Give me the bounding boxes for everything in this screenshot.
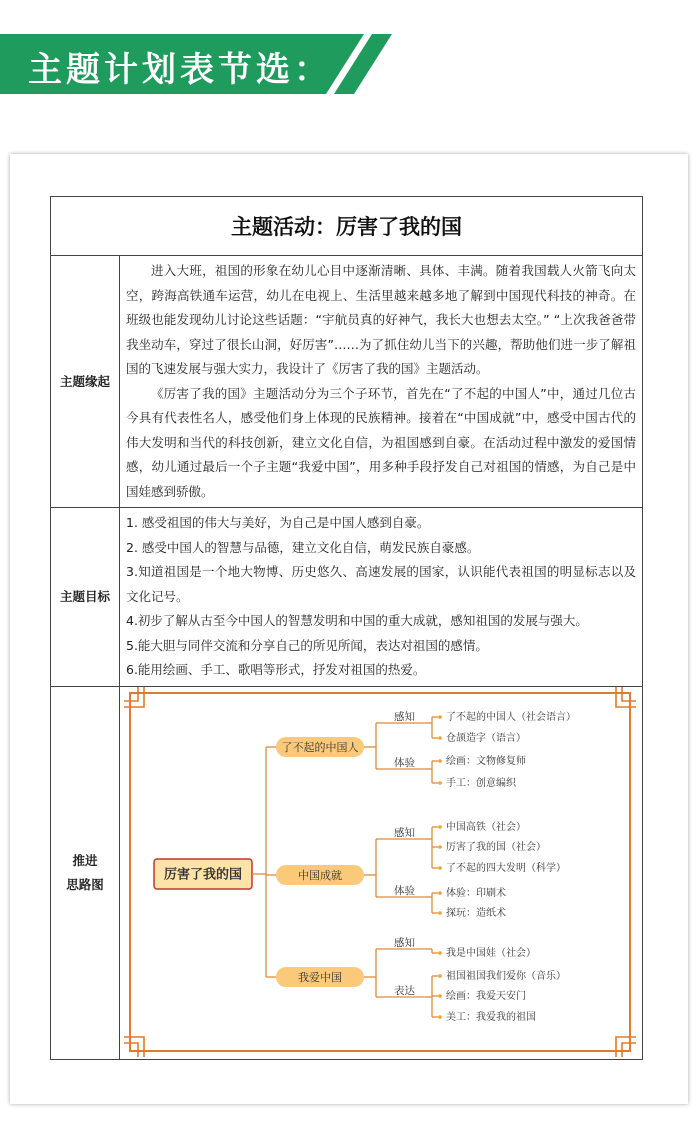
branch-node-label: 了不起的中国人	[281, 740, 359, 754]
origin-paragraph: 《厉害了我的国》主题活动分为三个子环节，首先在“了不起的中国人”中，通过几位古今具有代表性名人，感受他们身上体现的民族精神。接着在“中国成就”中，感受中国古代的伟大发明和当代的科技创新，建立文化自信，为祖国感到自豪。在活动过程中激发的爱国情感，幼儿通过最后一个子主题“我爱中国”，用多种手段抒发自己对祖国的情感，为自己是中国娃感到骄傲。	[126, 385, 636, 499]
leaf-label: 中国高铁（社会）	[446, 821, 526, 833]
leaf-label: 厉害了我的国（社会）	[446, 841, 546, 853]
origin-content	[120, 256, 643, 508]
mindmap-cell	[120, 686, 643, 1059]
goals-content	[120, 508, 643, 687]
leaf-label: 了不起的四大发明（科学）	[446, 862, 566, 874]
leaf-label: 我是中国娃（社会）	[446, 947, 536, 959]
plan-sheet	[10, 154, 688, 1104]
goals-label: 主题目标	[51, 508, 120, 687]
mindmap-label-line: 推进	[72, 852, 98, 868]
goal-item: 5.能大胆与同伴交流和分享自己的所见所闻，表达对祖国的感情。	[126, 637, 488, 653]
banner-title: 主题计划表节选：	[28, 50, 332, 90]
branch-node-label: 中国成就	[298, 868, 342, 882]
leaf-label: 绘画：我爱天安门	[446, 990, 526, 1002]
section-banner	[0, 34, 400, 94]
leaf-label: 手工：创意编织	[446, 777, 516, 789]
mindmap-label-line: 思路图	[66, 876, 104, 892]
leaf-label: 探玩：造纸术	[446, 907, 506, 919]
leaf-label: 绘画：文物修复师	[446, 755, 526, 767]
leaf-bullet	[438, 736, 442, 740]
goal-item: 1. 感受祖国的伟大与美好，为自己是中国人感到自豪。	[126, 515, 430, 530]
leaf-bullet	[438, 951, 442, 955]
leaf-bullet	[438, 974, 442, 978]
origin-row	[51, 256, 643, 508]
mindmap-row	[51, 686, 643, 1059]
leaf-bullet	[438, 1015, 442, 1019]
leaf-label: 体验：印刷术	[446, 887, 506, 899]
leaf-bullet	[438, 891, 442, 895]
group-label: 表达	[394, 984, 415, 997]
leaf-bullet	[438, 911, 442, 915]
leaf-bullet	[438, 825, 442, 829]
group-label: 体验	[394, 756, 415, 769]
frame-corner-ornament	[616, 1037, 636, 1057]
leaf-bullet	[438, 759, 442, 763]
origin-paragraph: 进入大班，祖国的形象在幼儿心目中逐渐清晰、具体、丰满。随着我国载人火箭飞向太空，跨海高铁通车运营，幼儿在电视上、生活里越来越多地了解到中国现代科技的神奇。在班级也能发现幼儿讨论这些话题：“宇航员真的好神气，我长大也想去太空。” “上次我爸爸带我坐动车，穿过了很长山洞，好厉害”……为了抓住幼儿当下的兴趣，帮助他们进一步了解祖国的飞速发展与强大实力，我设计了《厉害了我的国》主题活动。	[126, 263, 636, 376]
goal-item: 6.能用绘画、手工、歌唱等形式，抒发对祖国的热爱。	[126, 662, 426, 677]
goals-row	[51, 508, 643, 687]
origin-label: 主题缘起	[51, 256, 120, 508]
goal-item: 3.知道祖国是一个地大物博、历史悠久、高速发展的国家，认识能代表祖国的明显标志以及文化记号。	[126, 564, 636, 604]
frame-corner-ornament	[616, 687, 636, 707]
leaf-bullet	[438, 994, 442, 998]
leaf-bullet	[438, 715, 442, 719]
goal-item: 4.初步了解从古至今中国人的智慧发明和中国的重大成就，感知祖国的发展与强大。	[126, 613, 588, 628]
leaf-label: 仓颉造字（语言）	[446, 732, 526, 744]
frame-corner-ornament	[124, 687, 144, 707]
group-label: 体验	[394, 884, 415, 897]
goal-item: 2. 感受中国人的智慧与品德，建立文化自信，萌发民族自豪感。	[126, 539, 480, 555]
mind-map	[120, 687, 642, 1059]
leaf-bullet	[438, 845, 442, 849]
leaf-label: 美工：我爱我的祖国	[446, 1011, 536, 1023]
leaf-label: 了不起的中国人（社会语言）	[446, 711, 576, 723]
leaf-bullet	[438, 866, 442, 870]
theme-plan-table	[50, 196, 643, 1060]
group-label: 感知	[394, 710, 415, 723]
group-label: 感知	[394, 826, 415, 839]
leaf-bullet	[438, 781, 442, 785]
table-title: 主题活动：厉害了我的国	[51, 197, 643, 256]
branch-node-label: 我爱中国	[298, 970, 342, 984]
root-node-label: 厉害了我的国	[163, 867, 243, 882]
leaf-label: 祖国祖国我们爱你（音乐）	[446, 970, 566, 982]
frame-corner-ornament	[124, 1037, 144, 1057]
group-label: 感知	[394, 936, 415, 949]
mindmap-label	[51, 686, 120, 1059]
